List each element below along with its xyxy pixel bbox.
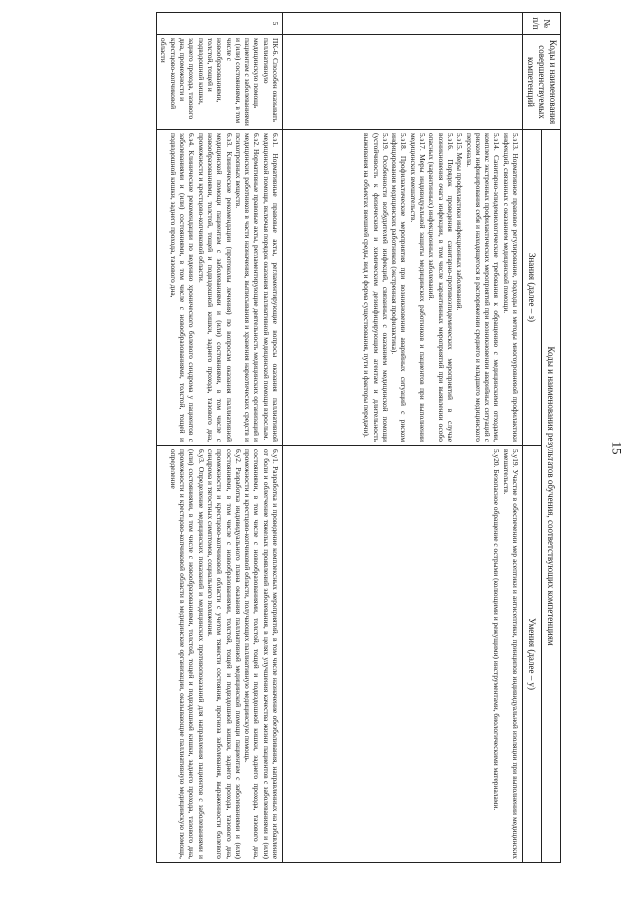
knowledge-cell [283,130,523,446]
header-results: Коды и наименования результатов обучения, соответствующих компетенциям [542,130,561,863]
row-number: 5 [157,13,283,35]
header-codes: Коды и наименования совершенствуемых компетенций [523,35,561,130]
knowledge-item: 6.з1. Нормативные правовые акты, регламентирующие вопросы оказания паллиативной медицинской помощи, включая порядок оказания паллиативной медицинской помощи взрослым. [261,133,280,442]
knowledge-item: 6.з2. Нормативные правовые акты, регламентирующие деятельность медицинских организаций и медицинских работников в части назначения, выписывания и хранения наркотических средств и психотропных веществ. [233,133,262,442]
page-number: 15 [609,441,625,455]
competency-table [156,12,561,863]
knowledge-item: 6.з3. Клинические рекомендации (протоколы лечения) по вопросам оказания паллиативной медицинской помощи пациентам с заболеваниями и (или) состояниями, в том числе с новообразованиями, толстой, тощей и подвздошной кишки, заднего прохода, тазового дна, промежности и крестцово-копчиковой области. [196,133,234,442]
skill-item: 5.у19. Участие в обеспечении мер асептики и антисептики, принципов индивидуальной изоляции при выполнении медицинских вмешательств. [501,449,520,859]
table-row [157,13,283,863]
skills-cell [157,446,283,863]
header-knowledge: Знания (далее – з) [523,130,542,446]
knowledge-cell [157,130,283,446]
header-row-1 [542,13,561,863]
skills-cell [283,446,523,863]
knowledge-item: 5.з14. Санитарно-эпидемиологические требования к обращению с медицинскими отходами, комплекс экстренных профилактических мероприятий при возникновении аварийных ситуаций с риском инфицирования себя и находящегося в распоряжении среднего и младшего медицинского персонала. [464,133,502,442]
knowledge-item: 5.з13. Нормативное правовое регулирование, подходы и методы многоуровневой профилактики инфекций, связанных с оказанием медицинской помощи. [501,133,520,442]
row-number [283,13,523,35]
table-row [283,13,523,863]
header-num: № п/п [523,13,561,35]
header-row-2 [523,13,542,863]
skill-item: 6.у3. Определение медицинских показаний и медицинских противопоказаний для направления пациентов с заболеваниями и (или) состояниями, в том числе с новообразованиями, толстой, тощей и подвздошной кишки, заднего прохода, тазового дна, промежности и крестцово-копчиковой области в медицинские организации, оказывающие паллиативную медицинскую помощь, определение [168,449,206,859]
competency-table-sheet [41,12,561,862]
competency-cell [283,35,523,130]
knowledge-item: 5.з17. Меры индивидуальной защиты медицинских работников и пациентов при выполнении медицинских вмешательств. [408,133,428,442]
header-skills: Умения (далее – у) [523,446,542,863]
knowledge-item: 6.з4. Клинические рекомендации по ведению хронического болевого синдрома у пациентов с заболеваниями и (или) состояниями, в том числе с новообразованиями, толстой, тощей и подвздошной кишки, заднего прохода, тазового дна, [168,133,197,442]
skill-item: 6.у1. Разработка и проведение комплексных мероприятий, в том числе назначение обезболивания, направленных на избавление от боли и облегчение тяжелых проявлений заболевания, в целях улучшения качества жизни пациентов с заболеваниями и (или) состояниями, в том числе с новообразованиями, толстой, тощей и подвздошной кишки, заднего прохода, тазового дна, промежности и крестцово-копчиковой области, получающих паллиативную медицинскую помощь. [243,449,280,859]
skill-item: 5.у20. Безопасное обращение с острыми (колющими и режущими) инструментами, биологическими материалами. [492,449,502,811]
competency-cell: ПК-6. Способен оказывать паллиативную медицинскую помощь пациентам с заболеваниями и (или) состояниями, в том числе с новообразованиями, толстой, тощей и подвздошной кишки, заднего прохода, тазового дна, промежности и крестцово-копчиковой области [157,35,283,130]
knowledge-item: 5.з18. Профилактические мероприятия при возникновении аварийных ситуаций с риском инфицирования медицинских работников (экстренная профилактика). [390,133,409,442]
knowledge-item: 5.з16. Порядок проведения санитарно-противоэпидемических мероприятий в случае возникновения очага инфекции, в том числе карантинных мероприятий при выявлении особо опасных (карантинных) инфекционных заболеваний. [427,133,455,442]
knowledge-item: 5.з15. Меры профилактики инфекционных заболеваний. [455,133,465,311]
knowledge-item: 5.з19. Особенности возбудителей инфекций, связанных с оказанием медицинской помощи (устойчивость к физическим и химическим дезинфицирующим агентам и длительность выживания на объектах внешней среды, вид и форма существования, пути и факторы передачи). [362,133,390,442]
skill-item: 6.у2. Разработка индивидуального плана оказания паллиативной медицинской помощи пациентам с заболеваниями и (или) состояниями, в том числе с новообразованиями, толстой, тощей и подвздошной кишки, заднего прохода, тазового дна, промежности и крестцово-копчиковой области с учетом тяжести состояния, прогноза заболевания, выраженности болевого синдрома и тягостных симптомов, социального положения. [205,449,243,859]
